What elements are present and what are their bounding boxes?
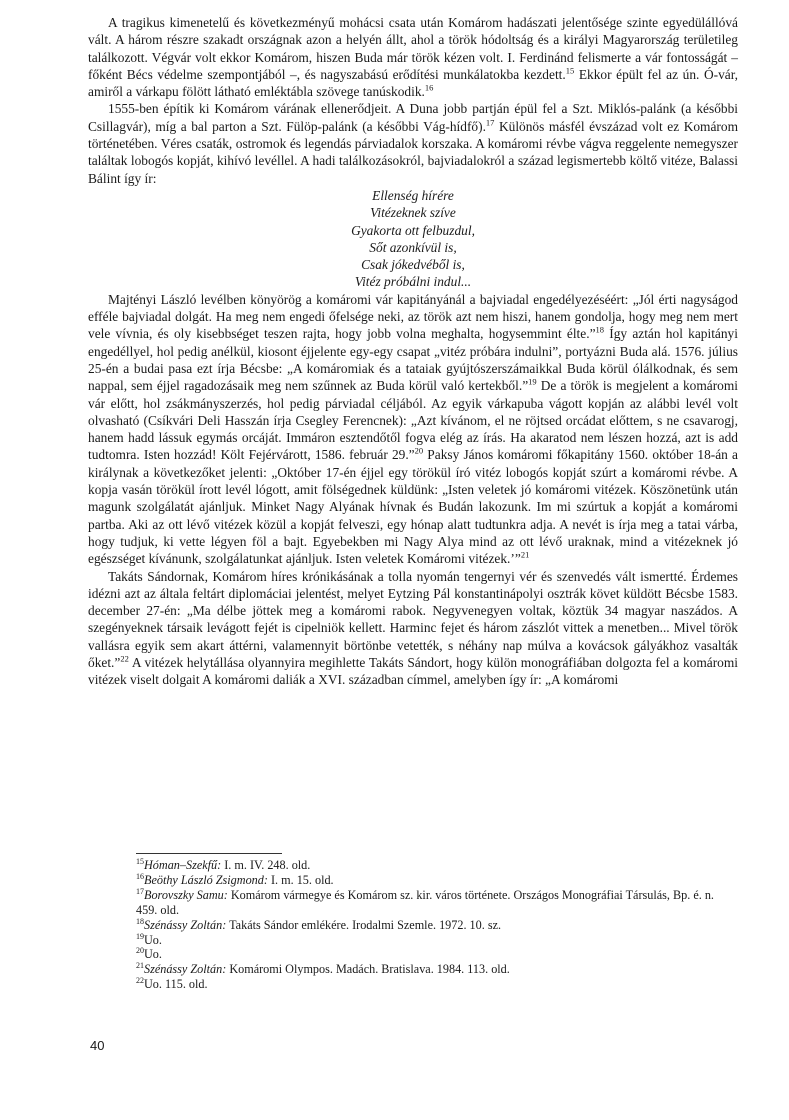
footnotes (136, 858, 736, 992)
footnote-ref-17[interactable]: 17 (485, 117, 495, 128)
footnote: $^{17}$Borovszky Samu: Komárom vármegye és Komárom sz. kir. város története. Országos Monográfiai Társulás, Bp. é. n. 459. old. (136, 886, 714, 917)
paragraph-1 (88, 14, 738, 100)
paragraph-1-text-b: Ekkor épült fel az ún. Ó-vár, amiről a várkapu fölött látható emléktábla szövege tanúskodik. (88, 66, 739, 100)
paragraph-4 (88, 568, 738, 689)
footnote: $^{19}$Uo. (136, 931, 162, 947)
footnote: $^{20}$Uo. (136, 946, 162, 962)
footnote: $^{21}$Szénássy Zoltán: Komáromi Olympos. Madách. Bratislava. 1984. 113. old. (136, 961, 510, 977)
footnote-ref-15[interactable]: 15 (565, 65, 575, 76)
balassi-poem (88, 187, 738, 291)
footnote-ref-16[interactable]: 16 (424, 82, 434, 93)
paragraph-1-text-a: A tragikus kimenetelű és következményű mohácsi csata után Komárom hadászati jelentősége szinte egyedülállóvá vált. A három részre szakadt országnak azon a helyén állt, ahol a török hódoltság és a királyi Magyarország területileg találkozott. Végvár volt ekkor Komárom, hiszen Buda már török kézen volt. I. Ferdinánd felismerte a vár fontosságát – főként Bécs védelme szempontjából –, és nagyszabású erődítési munkálatokba kezdett. (88, 15, 738, 82)
footnote-ref-20[interactable]: 20 (414, 445, 424, 456)
poem-line: Ellenség hírére (372, 187, 454, 203)
footnote-ref-22[interactable]: 22 (120, 653, 129, 664)
poem-line: Gyakorta ott felbuzdul, (351, 222, 475, 238)
paragraph-3-text-a: Majtényi László levélben könyörög a komáromi vár kapitányánál a bajviadal engedélyezéséért: „Jól érti nagyságod efféle bajviadal dolgát. Ha meg nem engedi őfelsége neki, az török azt nem hiszi, hanem gondolja, hogy meg nem mert vele vívnia, és oly kisebbséget teszen rajta, hogy jobb volna meghalta, hogysemmint élte.” (88, 291, 738, 342)
paragraph-3-text-b: Így aztán hol kapitányi engedéllyel, hol pedig anélkül, kiosont éjjelente egy-egy csapat „vitéz próbára indulni”, portyázni Buda alá. 1576. július 25-én a budai pasa ezt írja Bécsbe: „A komáromiak és a tataiak gyújtószerszámaikkal Buda körül ólálkodnak, és sem nappal, sem éjjel ragadozásaik meg nem szűnnek az Buda körül való kertekből.” (88, 326, 738, 394)
poem-line: Sőt azonkívül is, (369, 239, 457, 255)
main-text (88, 14, 738, 689)
footnote: $^{18}$Szénássy Zoltán: Takáts Sándor emlékére. Irodalmi Szemle. 1972. 10. sz. (136, 916, 502, 932)
poem-line: Vitéz próbálni indul... (354, 274, 472, 290)
poem-line: Csak jókedvéből is, (361, 257, 465, 273)
page-number: 40 (90, 1038, 105, 1053)
poem-line: Vitézeknek szíve (370, 205, 456, 221)
footnote-ref-19[interactable]: 19 (528, 376, 537, 387)
paragraph-2-text-b: Különös másfél évszázad volt ez Komárom történetében. Véres csaták, ostromok és legendás párviadalok korszaka. A komáromi révbe vágva reggelente nemegyszer találtak lobogós kopját, kihívó levéllel. A hadi találkozásokról, bajviadalokról a század legismertebb költő vitéze, Balassi Bálint így ír: (88, 118, 738, 186)
footnote: $^{15}$Hóman–Szekfű: I. m. IV. 248. old. (136, 856, 311, 872)
paragraph-3 (88, 291, 738, 568)
paragraph-3-text-d: Paksy János komáromi főkapitány 1560. október 18-án a királynak a következőket jelenti: „Október 17-én éjjel egy törökül író vitéz lobogós kopját szúrt a komáromi révbe. A kopja vasán törökül írott levél lógott, amit fölségednek küldünk: „Isten veletek jó komáromi vitézek. Köszönetünk után magunk szolgálatát ajánljuk. Minket Nagy Alyának hívnak és Budán lakozunk. Im mi szúrtuk a kopját a komáromi partba. Aki az ott lévő vitézek közül a kopját felveszi, egy hónap alatt tudtunkra adja. A nevét is írja meg a tatai várba, hogy tudjuk, ki vette légyen föl a bajt. Egyebekben mi Nagy Alya mind az ott lévő uraknak, mind a vitézeknek jó egészséget kívánunk, szolgálatunkat ajánljuk. Isten veletek Komáromi vitézek.’” (88, 447, 738, 567)
footnote-divider (136, 853, 282, 854)
paragraph-3-text-c: De a török is megjelent a komáromi vár előtt, hol zsákmányszerzés, hol pedig párviadal céljából. Az egyik várkapuba vágott kopján az alábbi levél volt olvasható (Csíkvári Deli Hasszán írja Csegley Ferencnek): „Azt kívánom, el ne röjtsed orcádat előttem, s ne csavarogj, hanem hadd lássuk egymás orcáját. Immáron esztendőtől fogva elég az írás. Ha akaratod nem lészen hozzá, azt is add tudtomra. Isten hozzád! Költ Fejérvárott, 1586. február 29.” (88, 378, 738, 463)
footnote: $^{22}$Uo. 115. old. (136, 976, 208, 992)
paragraph-2 (88, 100, 738, 186)
paragraph-4-text-a: Takáts Sándornak, Komárom híres krónikásának a tolla nyomán tengernyi vér és szenvedés vált ismertté. Érdemes idézni azt az általa feltárt diplomáciai jelentést, melyet Eytzing Pál konstantinápolyi osztrák követ küldött Bécsbe 1583. december 27-én: „Ma délbe jöttek meg a komáromi rabok. Negyvenegyen voltak, köztük 34 magyar naszádos. A szegényeknek társaik levágott fejét is cipelniök kellett. Harminc fejet és három zászlót vittek a menetben... Mivel török vallásra egyik sem akart áttérni, valamennyit börtönbe vetették, s néhány nap múlva a kovácsok gályákhoz vasalták őket.” (88, 568, 738, 670)
footnote: $^{16}$Beöthy László Zsigmond: I. m. 15. old. (136, 871, 334, 887)
footnote-ref-18[interactable]: 18 (595, 324, 605, 335)
footnote-ref-21[interactable]: 21 (520, 549, 530, 560)
paragraph-2-text-a: 1555-ben építik ki Komárom várának ellenerődjeit. A Duna jobb partján épül fel a Szt. Miklós-palánk (a későbbi Csillagvár), míg a bal parton a Szt. Fülöp-palánk (a későbbi Vág-hídfő). (88, 101, 738, 134)
paragraph-4-text-b: A vitézek helytállása olyannyira megihlette Takáts Sándort, hogy külön monográfiában dolgozta fel a komáromi vitézek viselt dolgait A komáromi daliák a XVI. században címmel, amelyben így ír: „A komáromi (88, 654, 738, 688)
